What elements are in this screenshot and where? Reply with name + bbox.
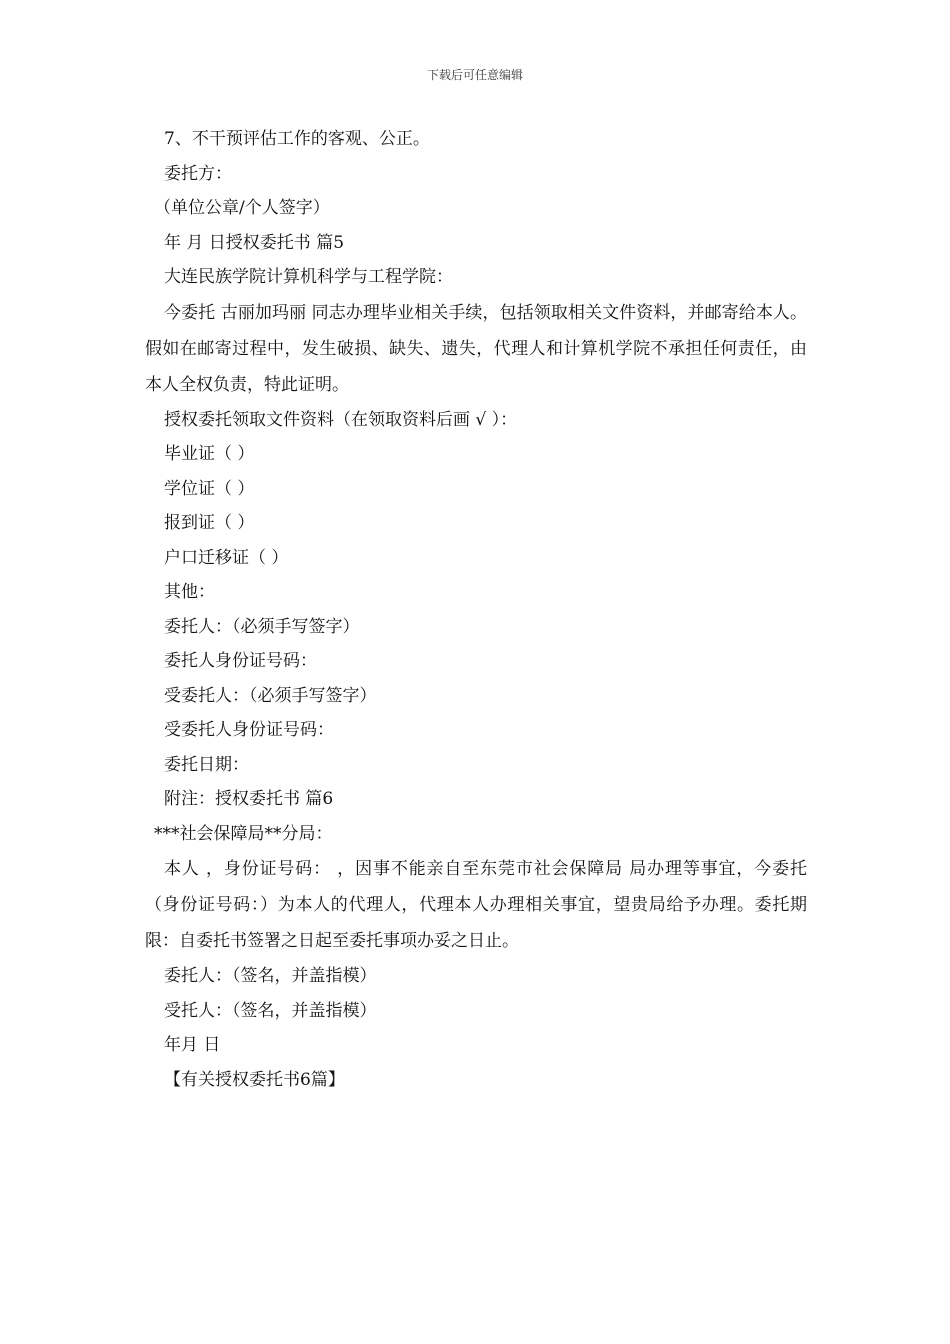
text-line: 委托方： xyxy=(164,163,232,184)
section-heading: 附注：授权委托书 篇6 xyxy=(164,789,334,809)
document-footer-title: 【有关授权委托书6篇】 xyxy=(164,1069,345,1090)
date-line: 委托日期： xyxy=(164,754,249,775)
document-body xyxy=(145,122,807,1097)
checklist-item: 报到证（ ） xyxy=(164,513,255,533)
signature-line: 受托人：（签名，并盖指模） xyxy=(164,1000,377,1021)
checklist-item: 户口迁移证（ ） xyxy=(164,547,289,568)
signature-line: 委托人：（签名，并盖指模） xyxy=(164,966,377,986)
checklist-item: 毕业证（ ） xyxy=(164,444,255,464)
text-line: （单位公章/个人签字） xyxy=(154,198,330,218)
addressee-line: ***社会保障局**分局： xyxy=(154,823,333,844)
addressee-line: 大连民族学院计算机科学与工程学院： xyxy=(164,267,453,287)
section-heading: 年 月 日授权委托书 篇5 xyxy=(164,232,345,253)
text-line: 7、不干预评估工作的客观、公正。 xyxy=(164,129,430,149)
paragraph: 本人 ，身份证号码： ，因事不能亲自至东莞市社会保障局 局办理等事宜，今委托 （身份证号码：）为本人的代理人，代理本人办理相关事宜，望贵局给予办理。委托期限：自委托书签署之日起至委托事项办妥之日止。 xyxy=(145,859,807,951)
paragraph: 今委托 古丽加玛丽 同志办理毕业相关手续，包括领取相关文件资料，并邮寄给本人。假如在邮寄过程中，发生破损、缺失、遗失，代理人和计算机学院不承担任何责任，由本人全权负责，特此证明。 xyxy=(145,302,807,395)
checklist-item: 其他： xyxy=(164,582,215,602)
id-number-line: 委托人身份证号码： xyxy=(164,651,317,671)
date-line: 年月 日 xyxy=(164,1035,221,1055)
text-line: 授权委托领取文件资料（在领取资料后画 √ ）： xyxy=(164,409,518,430)
signature-line: 委托人：（必须手写签字） xyxy=(164,616,360,637)
signature-line: 受委托人：（必须手写签字） xyxy=(164,685,377,706)
checklist-item: 学位证（ ） xyxy=(164,478,255,499)
id-number-line: 受委托人身份证号码： xyxy=(164,720,334,740)
page-header: 下载后可任意编辑 xyxy=(426,68,523,82)
